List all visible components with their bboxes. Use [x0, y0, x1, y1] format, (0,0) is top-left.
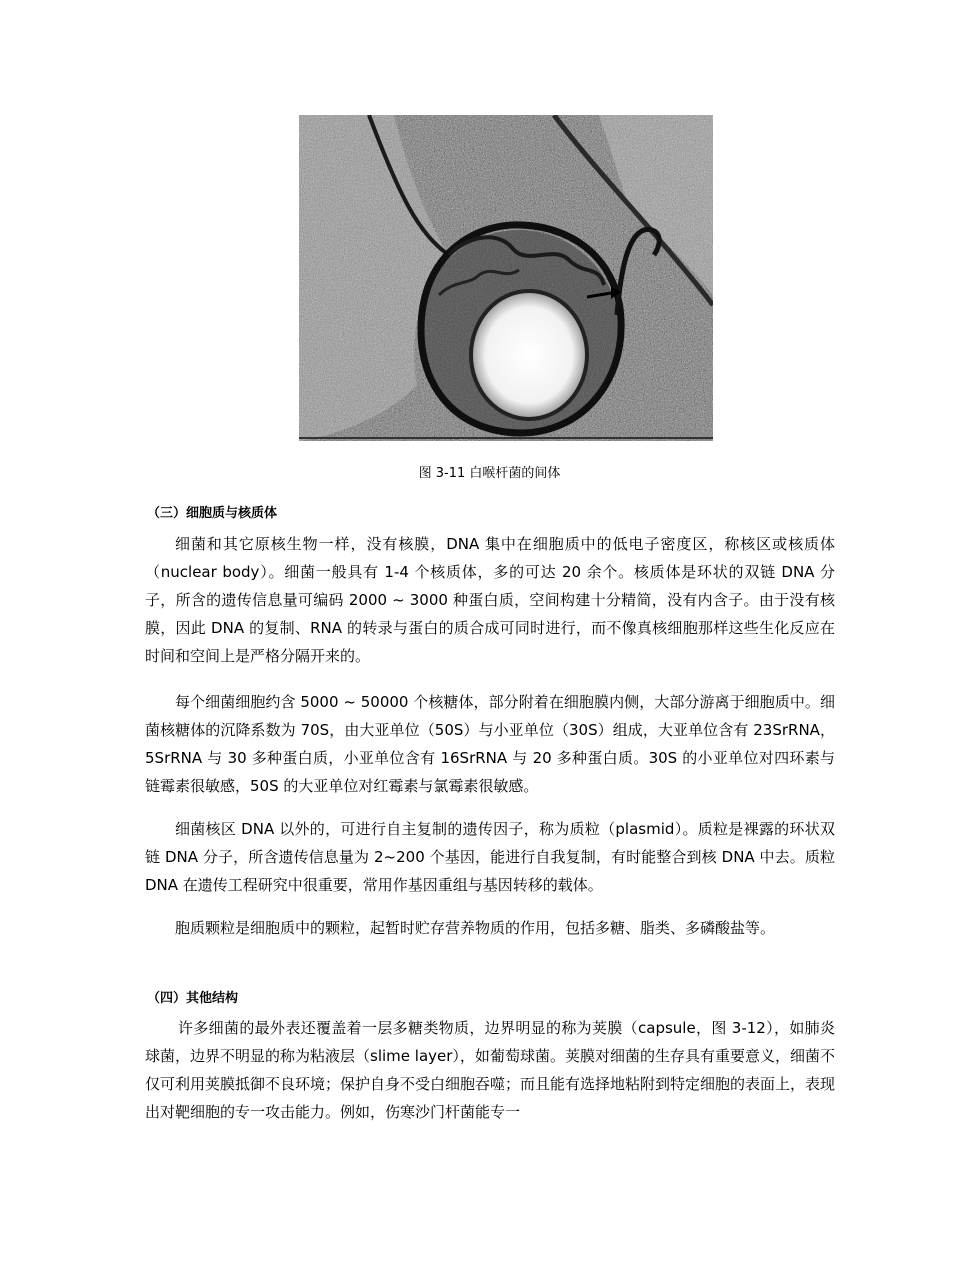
paragraph-nucleoid: 细菌和其它原核生物一样，没有核膜，DNA 集中在细胞质中的低电子密度区，称核区或核质体（nuclear body）。细菌一般具有 1-4 个核质体，多的可达 20 余个。核质体是环状的双链 DNA 分子，所含的遗传信息量可编码 2000 ~ 3000 种蛋白质，空间构建十分精简，没有内含子。由于没有核膜，因此 DNA 的复制、RNA 的转录与蛋白的质合成可同时进行，而不像真核细胞那样这些生化反应在时间和空间上是严格分隔开来的。 — [145, 535, 835, 665]
paragraph-capsule: 许多细菌的最外表还覆盖着一层多糖类物质，边界明显的称为荚膜（capsule，图 3-12），如肺炎球菌，边界不明显的称为粘液层（slime layer），如葡萄球菌。荚膜对细菌的生存具有重要意义，细菌不仅可利用荚膜抵御不良环境；保护自身不受白细胞吞噬；而且能有选择地粘附到特定细胞的表面上，表现出对靶细胞的专一攻击能力。例如，伤寒沙门杆菌能专一 — [145, 1019, 836, 1121]
figure-caption: 图 3-11 白喉杆菌的间体 — [418, 466, 561, 481]
section-heading-cytoplasm: （三）细胞质与核质体 — [147, 506, 278, 521]
paragraph-ribosome: 每个细菌细胞约含 5000 ~ 50000 个核糖体，部分附着在细胞膜内侧，大部分游离于细胞质中。细菌核糖体的沉降系数为 70S，由大亚单位（50S）与小亚单位（30S）组成，大亚单位含有 23SrRNA，5SrRNA 与 30 多种蛋白质，小亚单位含有 16SrRNA 与 20 多种蛋白质。30S 的小亚单位对四环素与链霉素很敏感，50S 的大亚单位对红霉素与氯霉素很敏感。 — [145, 693, 835, 795]
paragraph-granules: 胞质颗粒是细胞质中的颗粒，起暂时贮存营养物质的作用，包括多糖、脂类、多磷酸盐等。 — [175, 919, 776, 937]
microscope-image-mesosome — [299, 115, 713, 441]
section-heading-other-structures: （四）其他结构 — [147, 991, 239, 1006]
paragraph-plasmid: 细菌核区 DNA 以外的，可进行自主复制的遗传因子，称为质粒（plasmid）。质粒是裸露的环状双链 DNA 分子，所含遗传信息量为 2~200 个基因，能进行自我复制，有时能整合到核 DNA 中去。质粒 DNA 在遗传工程研究中很重要，常用作基因重组与基因转移的载体。 — [145, 820, 835, 894]
